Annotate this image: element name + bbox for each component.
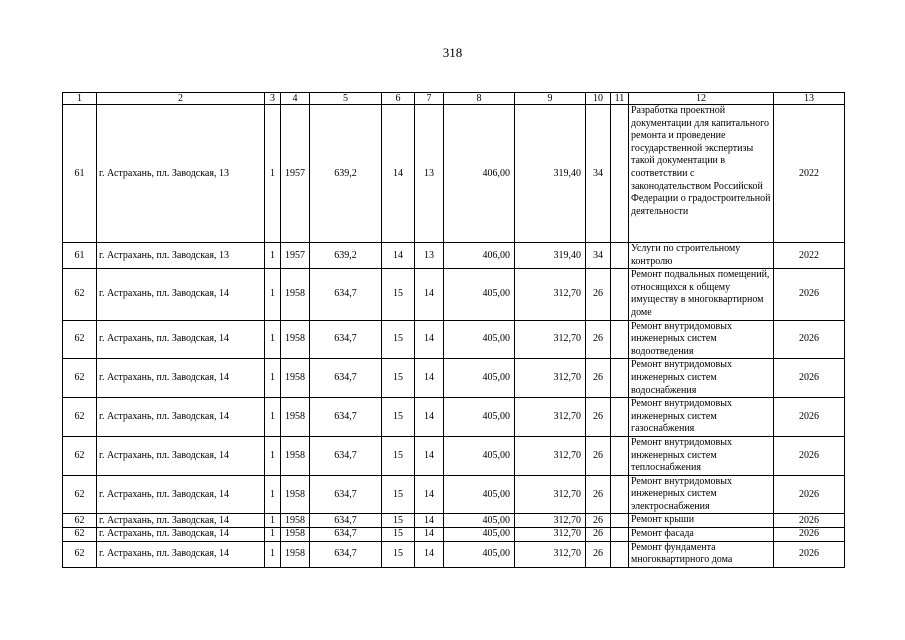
col6-cell: 15 — [382, 359, 415, 398]
area-cell: 634,7 — [310, 269, 382, 320]
address-cell: г. Астрахань, пл. Заводская, 14 — [97, 269, 265, 320]
col7-cell: 14 — [415, 269, 444, 320]
area-cell: 634,7 — [310, 398, 382, 437]
col9-cell: 312,70 — [515, 359, 586, 398]
col11-cell — [611, 514, 629, 528]
col10-cell: 34 — [586, 243, 611, 269]
address-cell: г. Астрахань, пл. Заводская, 13 — [97, 243, 265, 269]
col3-cell: 1 — [265, 541, 281, 567]
column-number: 6 — [382, 93, 415, 105]
year-cell: 1958 — [281, 528, 310, 542]
col8-cell: 405,00 — [444, 541, 515, 567]
col7-cell: 13 — [415, 105, 444, 243]
work-type-cell: Ремонт подвальных помещений, относящихся к общему имуществу в многоквартирном доме — [629, 269, 774, 320]
col7-cell: 14 — [415, 320, 444, 359]
table-row — [63, 359, 845, 398]
col10-cell: 26 — [586, 436, 611, 475]
deadline-cell: 2026 — [774, 436, 845, 475]
page-number: 318 — [442, 45, 463, 60]
column-number: 11 — [611, 93, 629, 105]
col6-cell: 15 — [382, 514, 415, 528]
row-number: 62 — [63, 320, 97, 359]
year-cell: 1958 — [281, 359, 310, 398]
table-row — [63, 436, 845, 475]
work-type-cell: Ремонт внутридомовых инженерных систем теплоснабжения — [629, 436, 774, 475]
work-type-cell: Разработка проектной документации для капитального ремонта и проведение государственной экспертизы такой документации в соответствии с законодательством Российской Федерации о градостроительной деятельности — [629, 105, 774, 243]
col3-cell: 1 — [265, 320, 281, 359]
address-cell: г. Астрахань, пл. Заводская, 14 — [97, 541, 265, 567]
col10-cell: 26 — [586, 359, 611, 398]
col7-cell: 14 — [415, 541, 444, 567]
row-number: 62 — [63, 269, 97, 320]
col9-cell: 312,70 — [515, 436, 586, 475]
col10-cell: 26 — [586, 398, 611, 437]
year-cell: 1958 — [281, 541, 310, 567]
col11-cell — [611, 243, 629, 269]
year-cell: 1958 — [281, 436, 310, 475]
col6-cell: 15 — [382, 320, 415, 359]
col6-cell: 15 — [382, 436, 415, 475]
capital-repair-table — [62, 92, 845, 568]
year-cell: 1958 — [281, 269, 310, 320]
col10-cell: 26 — [586, 541, 611, 567]
deadline-cell: 2026 — [774, 269, 845, 320]
table-row — [63, 398, 845, 437]
col8-cell: 405,00 — [444, 320, 515, 359]
table-row — [63, 243, 845, 269]
work-type-cell: Ремонт внутридомовых инженерных систем электроснабжения — [629, 475, 774, 514]
row-number: 61 — [63, 243, 97, 269]
address-cell: г. Астрахань, пл. Заводская, 14 — [97, 514, 265, 528]
deadline-cell: 2022 — [774, 105, 845, 243]
table-row — [63, 269, 845, 320]
col8-cell: 405,00 — [444, 269, 515, 320]
table-row — [63, 320, 845, 359]
col6-cell: 15 — [382, 541, 415, 567]
area-cell: 634,7 — [310, 514, 382, 528]
col3-cell: 1 — [265, 269, 281, 320]
address-cell: г. Астрахань, пл. Заводская, 14 — [97, 320, 265, 359]
col11-cell — [611, 436, 629, 475]
col9-cell: 312,70 — [515, 528, 586, 542]
work-type-cell: Ремонт фундамента многоквартирного дома — [629, 541, 774, 567]
year-cell: 1957 — [281, 243, 310, 269]
col3-cell: 1 — [265, 475, 281, 514]
deadline-cell: 2026 — [774, 475, 845, 514]
table-row — [63, 105, 845, 243]
col6-cell: 15 — [382, 269, 415, 320]
year-cell: 1958 — [281, 475, 310, 514]
row-number: 62 — [63, 528, 97, 542]
col8-cell: 405,00 — [444, 514, 515, 528]
col6-cell: 15 — [382, 398, 415, 437]
col8-cell: 405,00 — [444, 398, 515, 437]
area-cell: 639,2 — [310, 105, 382, 243]
col7-cell: 14 — [415, 398, 444, 437]
col7-cell: 14 — [415, 475, 444, 514]
address-cell: г. Астрахань, пл. Заводская, 14 — [97, 436, 265, 475]
col11-cell — [611, 475, 629, 514]
col11-cell — [611, 398, 629, 437]
table-row — [63, 514, 845, 528]
year-cell: 1958 — [281, 320, 310, 359]
col8-cell: 405,00 — [444, 359, 515, 398]
address-cell: г. Астрахань, пл. Заводская, 14 — [97, 475, 265, 514]
deadline-cell: 2026 — [774, 398, 845, 437]
col3-cell: 1 — [265, 359, 281, 398]
area-cell: 634,7 — [310, 359, 382, 398]
column-number: 5 — [310, 93, 382, 105]
row-number: 62 — [63, 514, 97, 528]
column-number: 2 — [97, 93, 265, 105]
row-number: 62 — [63, 436, 97, 475]
area-cell: 634,7 — [310, 436, 382, 475]
col3-cell: 1 — [265, 398, 281, 437]
col10-cell: 26 — [586, 475, 611, 514]
col8-cell: 406,00 — [444, 105, 515, 243]
row-number: 62 — [63, 475, 97, 514]
work-type-cell: Ремонт фасада — [629, 528, 774, 542]
col10-cell: 26 — [586, 514, 611, 528]
col9-cell: 312,70 — [515, 514, 586, 528]
column-number: 12 — [629, 93, 774, 105]
col6-cell: 15 — [382, 475, 415, 514]
year-cell: 1958 — [281, 398, 310, 437]
col6-cell: 14 — [382, 243, 415, 269]
column-number-row — [63, 93, 845, 105]
column-number: 13 — [774, 93, 845, 105]
deadline-cell: 2022 — [774, 243, 845, 269]
col7-cell: 14 — [415, 514, 444, 528]
col8-cell: 405,00 — [444, 436, 515, 475]
col9-cell: 312,70 — [515, 269, 586, 320]
row-number: 62 — [63, 398, 97, 437]
deadline-cell: 2026 — [774, 320, 845, 359]
col10-cell: 26 — [586, 320, 611, 359]
col6-cell: 14 — [382, 105, 415, 243]
col11-cell — [611, 320, 629, 359]
col7-cell: 14 — [415, 528, 444, 542]
col11-cell — [611, 269, 629, 320]
col8-cell: 405,00 — [444, 528, 515, 542]
col8-cell: 406,00 — [444, 243, 515, 269]
col9-cell: 312,70 — [515, 541, 586, 567]
work-type-cell: Ремонт крыши — [629, 514, 774, 528]
col3-cell: 1 — [265, 105, 281, 243]
col11-cell — [611, 528, 629, 542]
col7-cell: 13 — [415, 243, 444, 269]
column-number: 1 — [63, 93, 97, 105]
deadline-cell: 2026 — [774, 528, 845, 542]
col9-cell: 319,40 — [515, 243, 586, 269]
column-number: 9 — [515, 93, 586, 105]
column-number: 7 — [415, 93, 444, 105]
col9-cell: 312,70 — [515, 475, 586, 514]
column-number: 8 — [444, 93, 515, 105]
address-cell: г. Астрахань, пл. Заводская, 14 — [97, 398, 265, 437]
row-number: 62 — [63, 359, 97, 398]
col3-cell: 1 — [265, 528, 281, 542]
column-number: 4 — [281, 93, 310, 105]
table-row — [63, 528, 845, 542]
col11-cell — [611, 541, 629, 567]
col9-cell: 312,70 — [515, 320, 586, 359]
col10-cell: 34 — [586, 105, 611, 243]
table-row — [63, 541, 845, 567]
deadline-cell: 2026 — [774, 514, 845, 528]
col7-cell: 14 — [415, 359, 444, 398]
area-cell: 639,2 — [310, 243, 382, 269]
col3-cell: 1 — [265, 436, 281, 475]
col3-cell: 1 — [265, 243, 281, 269]
deadline-cell: 2026 — [774, 541, 845, 567]
col11-cell — [611, 359, 629, 398]
column-number: 10 — [586, 93, 611, 105]
col11-cell — [611, 105, 629, 243]
row-number: 61 — [63, 105, 97, 243]
area-cell: 634,7 — [310, 475, 382, 514]
area-cell: 634,7 — [310, 528, 382, 542]
work-type-cell: Услуги по строительному контролю — [629, 243, 774, 269]
year-cell: 1957 — [281, 105, 310, 243]
col10-cell: 26 — [586, 269, 611, 320]
col7-cell: 14 — [415, 436, 444, 475]
area-cell: 634,7 — [310, 320, 382, 359]
year-cell: 1958 — [281, 514, 310, 528]
deadline-cell: 2026 — [774, 359, 845, 398]
work-type-cell: Ремонт внутридомовых инженерных систем водоснабжения — [629, 359, 774, 398]
work-type-cell: Ремонт внутридомовых инженерных систем водоотведения — [629, 320, 774, 359]
table-row — [63, 475, 845, 514]
col10-cell: 26 — [586, 528, 611, 542]
address-cell: г. Астрахань, пл. Заводская, 14 — [97, 359, 265, 398]
column-number: 3 — [265, 93, 281, 105]
col3-cell: 1 — [265, 514, 281, 528]
work-type-cell: Ремонт внутридомовых инженерных систем газоснабжения — [629, 398, 774, 437]
col9-cell: 312,70 — [515, 398, 586, 437]
address-cell: г. Астрахань, пл. Заводская, 13 — [97, 105, 265, 243]
area-cell: 634,7 — [310, 541, 382, 567]
address-cell: г. Астрахань, пл. Заводская, 14 — [97, 528, 265, 542]
col6-cell: 15 — [382, 528, 415, 542]
col9-cell: 319,40 — [515, 105, 586, 243]
col8-cell: 405,00 — [444, 475, 515, 514]
row-number: 62 — [63, 541, 97, 567]
